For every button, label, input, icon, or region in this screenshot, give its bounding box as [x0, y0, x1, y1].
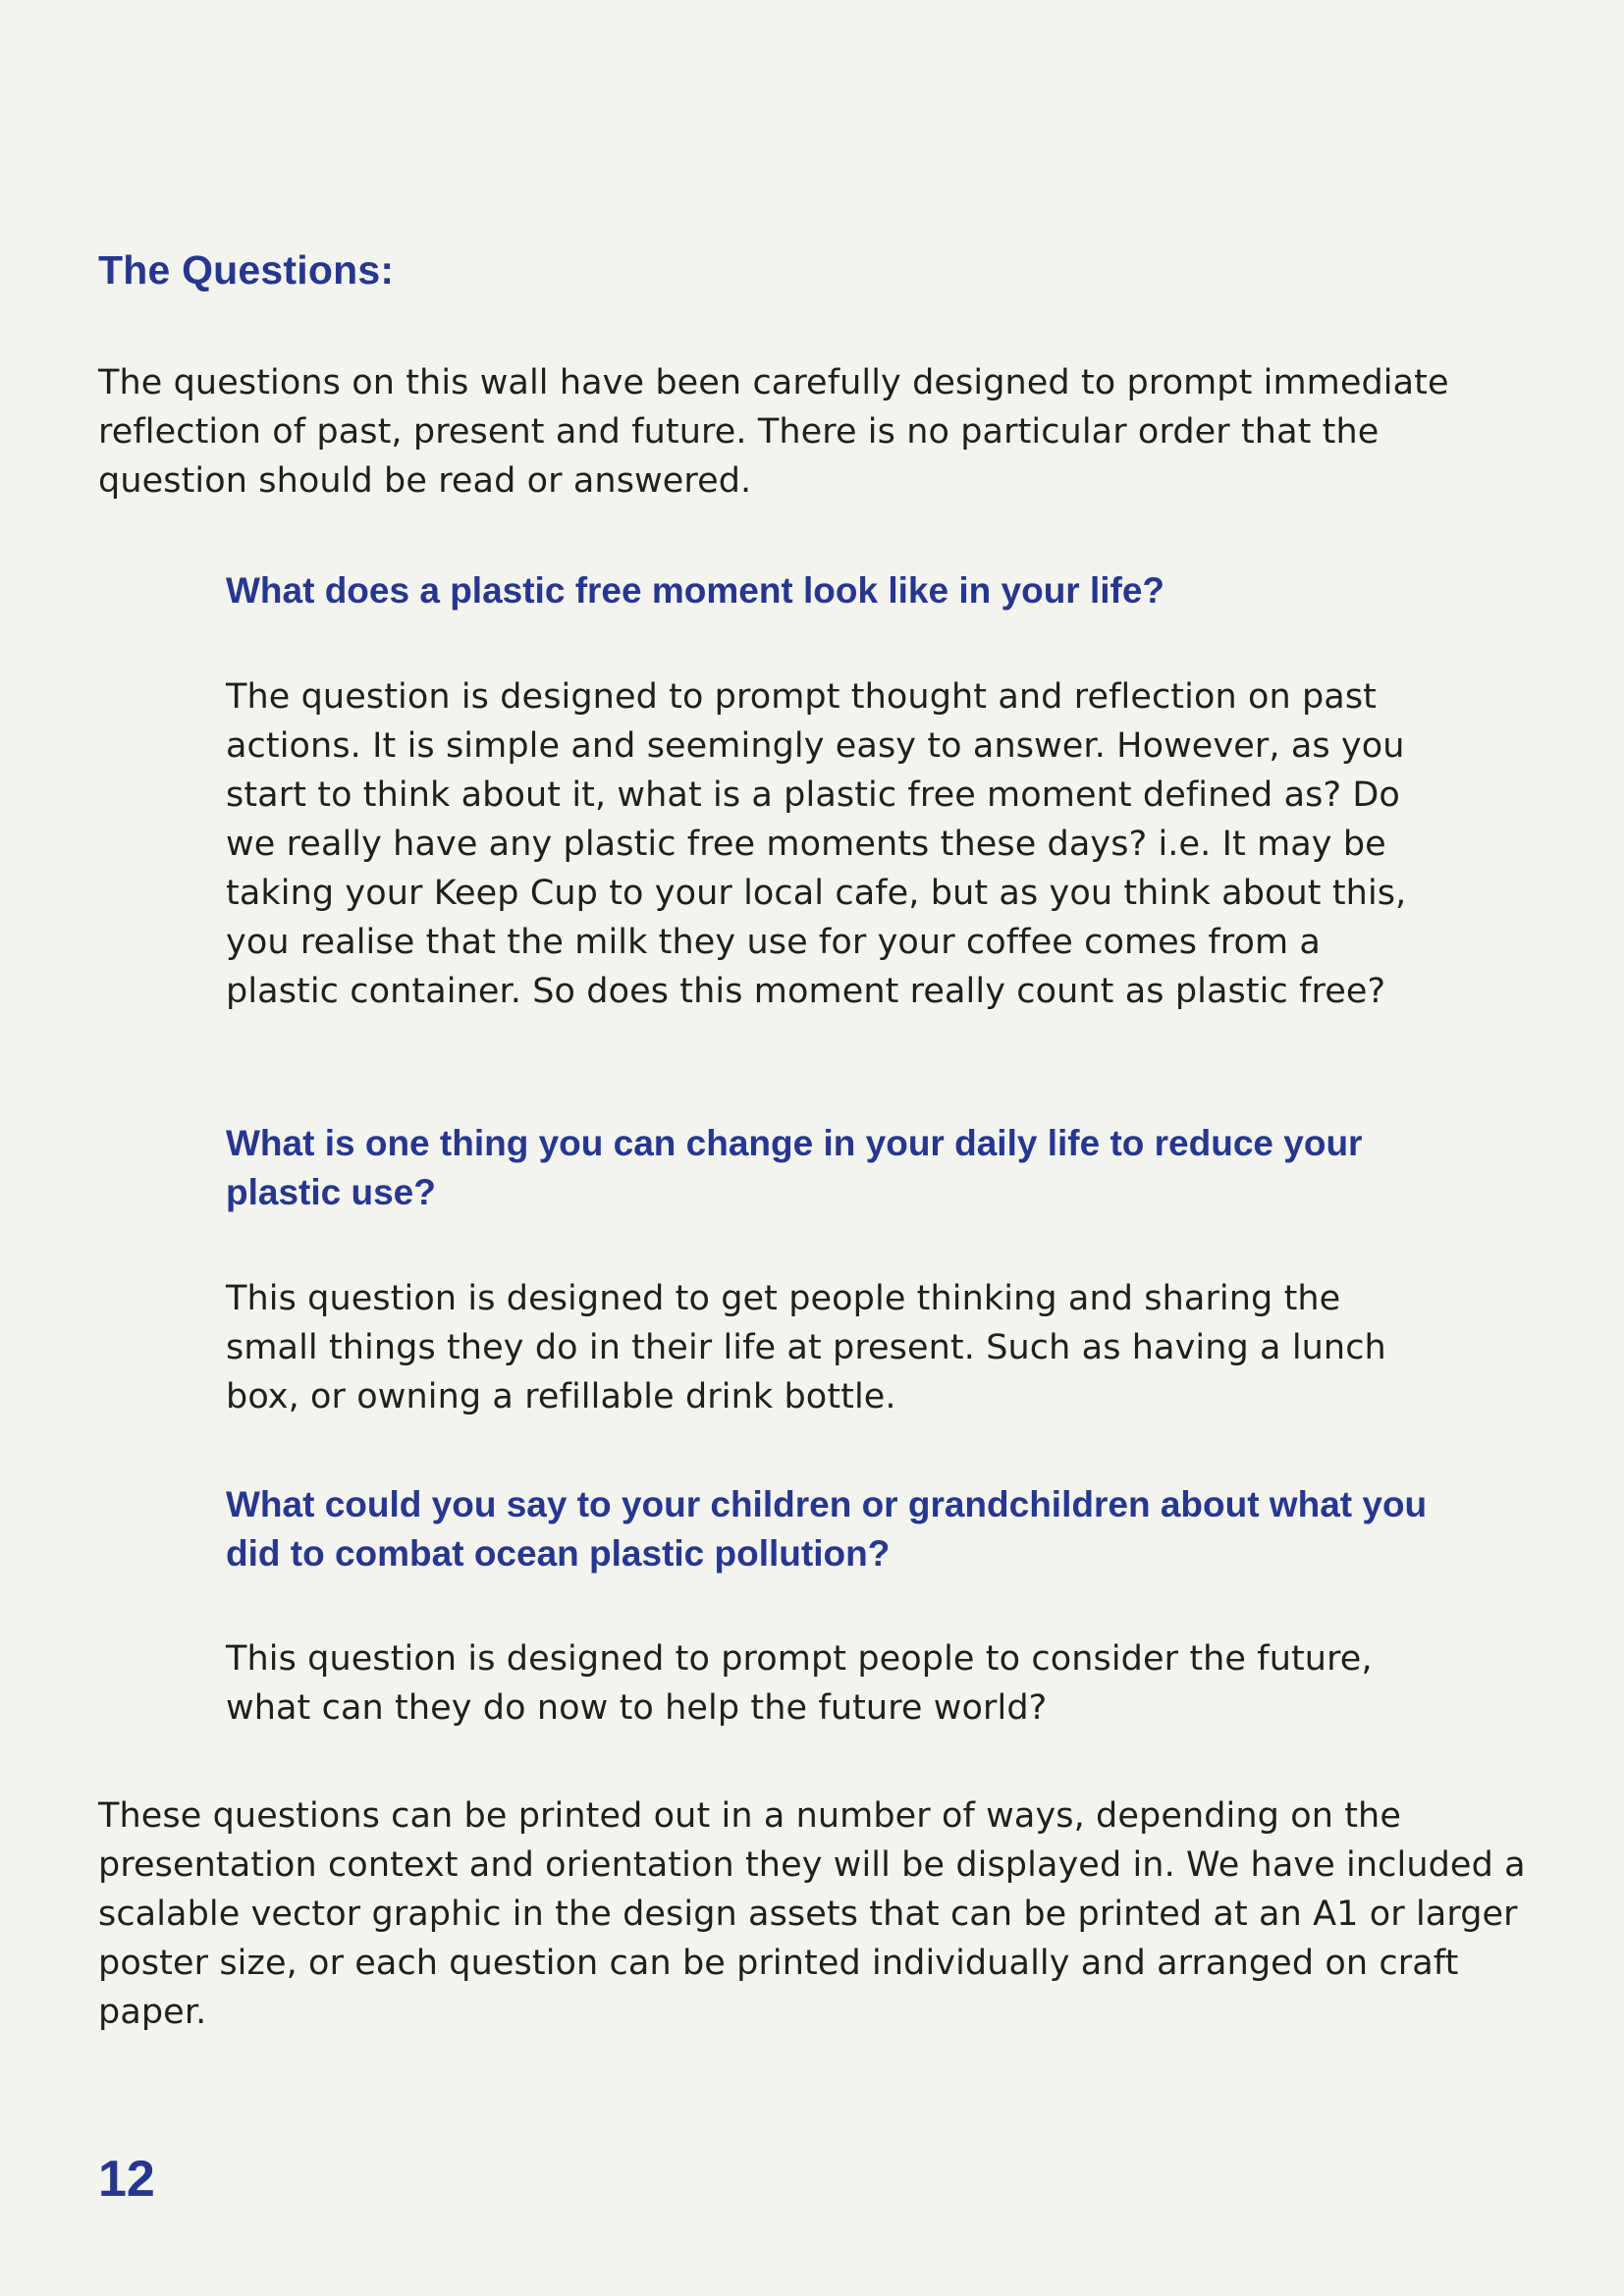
section-heading: The Questions:	[98, 247, 395, 293]
intro-paragraph: The questions on this wall have been carefully designed to prompt immediate reflection of past, present and future. There is no particular order that the question should be read or answered.	[98, 363, 1449, 501]
question-1-heading: What does a plastic free moment look like in your life?	[226, 570, 1165, 611]
question-2-description: This question is designed to get people thinking and sharing the small things they do in their life at present. Such as having a lunch box, or owning a refillable drink bottle.	[226, 1279, 1386, 1416]
question-2-heading: What is one thing you can change in your daily life to reduce your plastic use?	[226, 1123, 1363, 1212]
outro-paragraph: These questions can be printed out in a number of ways, depending on the presentation context and orientation they will be displayed in. We have included a scalable vector graphic in the design assets that can be printed at an A1 or larger poster size, or each question can be printed individually and arranged on craft paper.	[98, 1796, 1526, 2032]
question-1-description: The question is designed to prompt thought and reflection on past actions. It is simple and seemingly easy to answer. However, as you start to think about it, what is a plastic free moment defined as? Do we really have any plastic free moments these days? i.e. It may be taking your Keep Cup to your local cafe, but as you think about this, you realise that the milk they use for your coffee comes from a plastic container. So does this moment really count as plastic free?	[226, 677, 1407, 1011]
question-3-description: This question is designed to prompt people to consider the future, what can they do now to help the future world?	[226, 1639, 1373, 1728]
page-number: 12	[98, 2151, 155, 2208]
question-3-heading: What could you say to your children or grandchildren about what you did to combat ocean plastic pollution?	[226, 1484, 1428, 1574]
